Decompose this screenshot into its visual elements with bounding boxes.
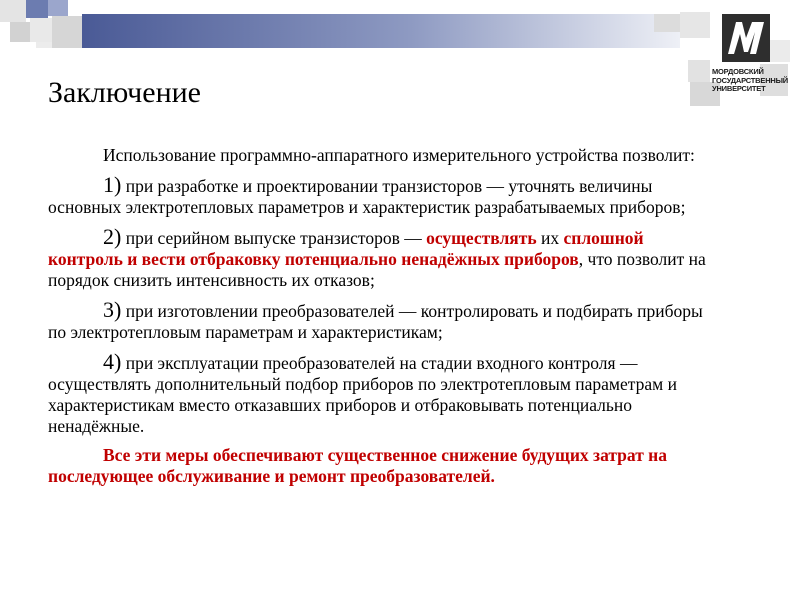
header-bar bbox=[82, 14, 680, 48]
decor-square bbox=[10, 22, 30, 42]
item-text: , что позволит на порядок снизить интенсивность их отказов; bbox=[48, 249, 706, 290]
slide-title: Заключение bbox=[48, 76, 201, 109]
university-emblem-icon bbox=[722, 14, 770, 62]
list-item bbox=[48, 351, 720, 437]
item-number: 4) bbox=[103, 349, 122, 374]
list-item bbox=[48, 299, 720, 343]
list-item bbox=[48, 226, 720, 291]
item-number: 1) bbox=[103, 172, 122, 197]
item-highlight: осуществлять bbox=[426, 228, 537, 248]
university-name bbox=[712, 68, 790, 94]
decor-square bbox=[36, 42, 52, 48]
intro-paragraph: Использование программно-аппаратного измерительного устройства позволит: bbox=[103, 145, 695, 165]
item-text: при серийном выпуске транзисторов — bbox=[121, 228, 427, 248]
decor-square bbox=[0, 0, 26, 22]
slide-body bbox=[48, 145, 720, 495]
item-highlight: сплошной контроль и вести отбраковку потенциально ненадёжных приборов bbox=[48, 228, 644, 269]
decor-square bbox=[52, 16, 82, 48]
decor-square bbox=[654, 14, 680, 32]
decor-square bbox=[680, 12, 710, 38]
decor-square bbox=[688, 60, 710, 82]
university-name-line: ГОСУДАРСТВЕННЫЙ bbox=[712, 75, 788, 85]
item-number: 2) bbox=[103, 224, 122, 249]
decor-square bbox=[30, 18, 52, 42]
university-name-line: МОРДОВСКИЙ bbox=[712, 67, 764, 76]
item-number: 3) bbox=[103, 297, 122, 322]
decor-square bbox=[26, 0, 48, 18]
item-text: при эксплуатации преобразователей на стадии входного контроля — осуществлять дополнительный подбор приборов по электротепловым параметрам и характеристикам вместо отказавших приборов и отбраковывать потенциально ненадёжные. bbox=[48, 353, 677, 436]
item-text: при разработке и проектировании транзисторов — уточнять величины основных электротепловых параметров и характеристик разрабатываемых приборов; bbox=[48, 176, 686, 217]
decor-square bbox=[48, 0, 68, 16]
list-item bbox=[48, 174, 720, 218]
item-text: при изготовлении преобразователей — контролировать и подбирать приборы по электротепловым параметрам и характеристикам; bbox=[48, 301, 703, 342]
item-text: их bbox=[536, 228, 564, 248]
conclusion-paragraph: Все эти меры обеспечивают существенное снижение будущих затрат на последующее обслуживание и ремонт преобразователей. bbox=[48, 445, 668, 486]
university-name-line: УНИВЕРСИТЕТ bbox=[712, 84, 766, 93]
university-logo bbox=[712, 14, 786, 100]
